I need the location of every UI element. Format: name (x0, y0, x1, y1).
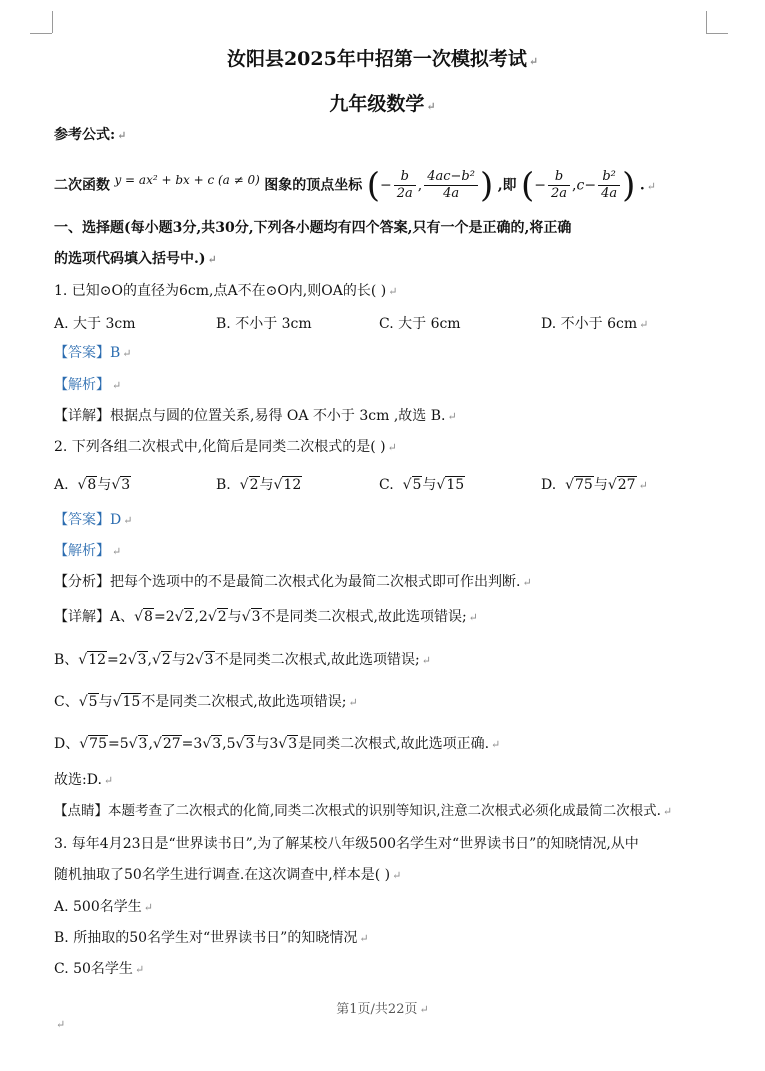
q2-option-b: B. √2与√12 (216, 477, 302, 493)
q3-option-b: B. 所抽取的50名学生对“世界读书日”的知晓情况 ↵ (54, 930, 369, 946)
q2-answer: 【答案】D ↵ (54, 512, 133, 528)
q3-stem: 3. 每年4月23日是“世界读书日”,为了解某校八年级500名学生对“世界读书日”的知晓情况,从中 (54, 836, 639, 852)
q2-option-c: C. √5与√15 (379, 477, 465, 493)
formula-label: 参考公式: ↵ (54, 127, 127, 143)
exam-subtitle: 九年级数学 ↵ (329, 93, 436, 115)
section-title: 一、选择题(每小题3分,共30分,下列各小题均有四个答案,只有一个是正确的,将正确 (54, 220, 572, 236)
q3-option-c: C. 50名学生 ↵ (54, 961, 145, 977)
q2-dianjing: 【点睛】本题考查了二次根式的化简,同类二次根式的识别等知识,注意二次根式必须化成最简二次根式. ↵ (54, 803, 673, 819)
formula-expr: y = ax² + bx + c (a ≠ 0) (114, 173, 260, 187)
formula-end: . (639, 177, 645, 194)
q1-answer: 【答案】B ↵ (54, 345, 132, 361)
q1-stem: 1. 已知⊙O的直径为6cm,点A不在⊙O内,则OA的长( ) ↵ (54, 283, 398, 299)
q2-detail-a: 【详解】A、√8=2√2,2√2与√3不是同类二次根式,故此选项错误; ↵ (54, 609, 478, 625)
end-mark: ↵ (56, 1018, 66, 1031)
q3-stem-cont: 随机抽取了50名学生进行调查.在这次调查中,样本是( ) ↵ (54, 867, 402, 883)
q2-option-d: D. √75与√27 ↵ (541, 477, 648, 493)
crop-mark (706, 11, 707, 33)
q1-detail: 【详解】根据点与圆的位置关系,易得 OA 不小于 3cm ,故选 B. ↵ (54, 408, 457, 424)
q2-analysis: 【解析】 ↵ (54, 543, 122, 559)
q2-detail-d: D、√75=5√3,√27=3√3,5√3与3√3是同类二次根式,故此选项正确. ↵ (54, 736, 501, 752)
q2-detail-b: B、√12=2√3,√2与2√3不是同类二次根式,故此选项错误; ↵ (54, 652, 431, 668)
q3-option-a: A. 500名学生 ↵ (54, 899, 153, 915)
q1-option-a: A. 大于 3cm (54, 316, 136, 332)
q2-option-a: A. √8与√3 (54, 477, 131, 493)
q2-stem: 2. 下列各组二次根式中,化简后是同类二次根式的是( ) ↵ (54, 439, 397, 455)
formula-mid: 图象的顶点坐标 (264, 177, 363, 194)
crop-mark (706, 33, 728, 34)
formula-line: 二次函数 y = ax² + bx + c (a ≠ 0) 图象的顶点坐标 (− $\frac{b}{2a}$ , $\frac{\text{4ac−b²}}{4a}$ ) ,即 (− $\frac{b}{2a}$ ,c− $\frac{\text{b²}}{4a}$ ) . ↵ (54, 165, 656, 206)
q2-fenxi: 【分析】把每个选项中的不是最简二次根式化为最简二次根式即可作出判断. ↵ (54, 574, 532, 590)
q1-option-b: B. 不小于 3cm (216, 316, 312, 332)
exam-title: 汝阳县2025年中招第一次模拟考试 ↵ (226, 48, 539, 70)
q2-detail-c: C、√5与√15不是同类二次根式,故此选项错误; ↵ (54, 694, 358, 710)
crop-mark (30, 33, 52, 34)
section-title-cont: 的选项代码填入括号中.) ↵ (54, 251, 217, 267)
crop-mark (52, 11, 53, 33)
formula-sep: ,即 (497, 177, 517, 194)
q1-option-c: C. 大于 6cm (379, 316, 461, 332)
q2-choose: 故选:D. ↵ (54, 772, 114, 788)
page-number: 第1页/共22页 ↵ (336, 1002, 429, 1017)
q1-analysis: 【解析】 ↵ (54, 377, 122, 393)
q1-option-d: D. 不小于 6cm ↵ (541, 316, 649, 332)
formula-prefix: 二次函数 (54, 177, 110, 194)
